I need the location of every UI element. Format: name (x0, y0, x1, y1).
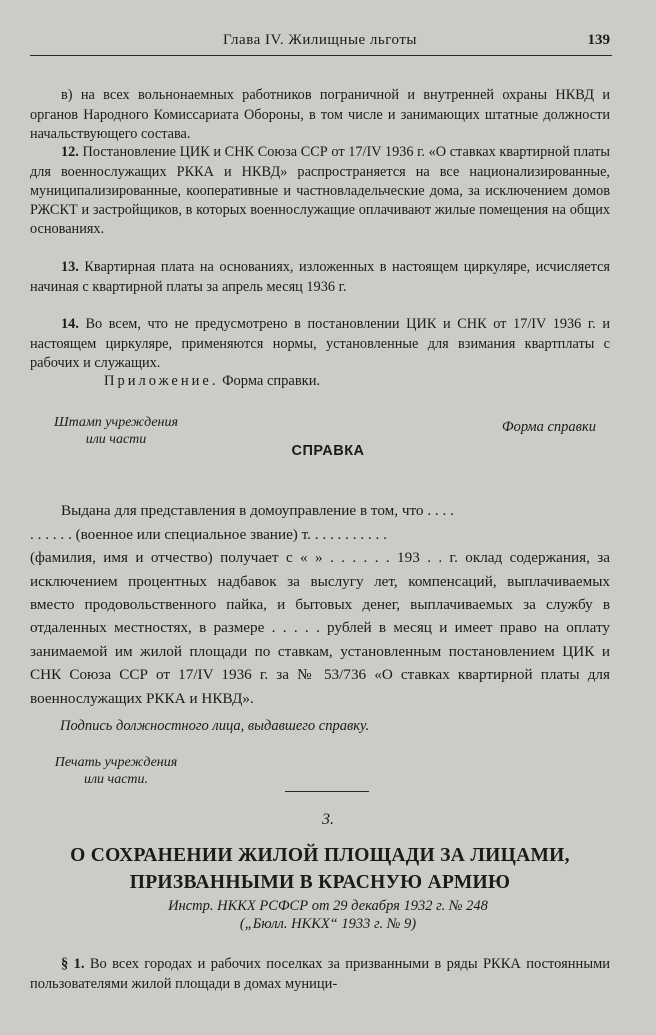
running-header (30, 30, 610, 50)
source-line-1: Инстр. НККХ РСФСР от 29 декабря 1932 г. № 248 (168, 898, 488, 914)
item-14-text: Во всем, что не предусмотрено в постановлении ЦИК и СНК от 17/IV 1936 г. и настоящем циркуляре, применяются нормы, установленные для взимания квартплаты с рабочих и служащих. (30, 316, 610, 371)
form-heading: СПРАВКА (291, 443, 365, 459)
source-line-2: („Бюлл. НККХ“ 1933 г. № 9) (239, 916, 417, 932)
page-number: 139 (587, 32, 610, 48)
item-12-paragraph (30, 143, 610, 239)
seal-line-1: Печать учреждения (54, 755, 178, 770)
item-13-paragraph (30, 258, 610, 296)
item-14-number: 14. (61, 316, 79, 333)
appendix-line (104, 373, 320, 390)
section-paragraph-text: Во всех городах и рабочих поселках за призванными в ряды РККА постоянными пользователями жилой площади в домах муници- (30, 955, 610, 992)
item-14-paragraph (30, 315, 610, 373)
appendix-text: Форма справки. (222, 373, 321, 389)
item-v-paragraph: в) на всех вольнонаемных работников пограничной и внутренней охраны НКВД и органов Народного Комиссариата Обороны, в том числе и занимающих штатные должности начальствующего состава. (30, 87, 610, 142)
item-12-number: 12. (61, 144, 79, 161)
section-title: О СОХРАНЕНИИ ЖИЛОЙ ПЛОЩАДИ ЗА ЛИЦАМИ, ПРИЗВАННЫМИ В КРАСНУЮ АРМИЮ (70, 845, 570, 893)
stamp-line-2: или части (85, 432, 147, 447)
chapter-title: Глава IV. Жилищные льготы (223, 32, 417, 48)
item-13-number: 13. (61, 259, 79, 276)
form-body-2: . . . . . . (военное или специальное звание) т. . . . . . . . . . . (30, 526, 387, 544)
section-paragraph-1 (30, 954, 610, 994)
seal-line-2: или части. (83, 772, 149, 787)
item-12-text: Постановление ЦИК и СНК Союза ССР от 17/IV 1936 г. «О ставках квартирной платы для военнослужащих РККА и НКВД» распространяется на все национализированные, муниципализированные, кооперативные и частновладельческие дома, за исключением домов РЖСКТ и застройщиков, в которых военнослужащие оплачивают жилые помещения на общих основаниях. (30, 144, 610, 238)
section-separator (285, 791, 369, 792)
section-paragraph-number: § 1. (61, 955, 85, 972)
appendix-label: Приложение. (104, 373, 219, 389)
form-body-1: Выдана для представления в домоуправление в том, что . . . . (61, 502, 454, 520)
section-number: 3. (322, 811, 334, 828)
signature-line: Подпись должностного лица, выдавшего справку. (60, 718, 370, 734)
stamp-line-1: Штамп учреждения (53, 415, 179, 430)
section-source (0, 897, 656, 933)
form-label: Форма справки (501, 419, 596, 435)
header-rule (30, 55, 612, 56)
seal-note (30, 754, 202, 788)
item-13-text: Квартирная плата на основаниях, изложенных в настоящем циркуляре, исчисляется начиная с квартирной платы за апрель месяц 1936 г. (30, 259, 610, 295)
form-body-3: (фамилия, имя и отчество) получает с « » . . . . . . 193 . . г. оклад содержания, за исключением процентных надбавок за выслугу лет, компенсаций, выплачиваемых вместо продовольственного пайка, и бытовых денег, выплачиваемых за службу в отдаленных местностях, в размере . . . . . рублей в месяц и имеет право на оплату занимаемой им жилой площади по ставкам, установленным постановлением ЦИК и СНК Союза ССР от 17/IV 1936 г. за № 53/736 «О ставках квартирной платы для военнослужащих РККА и НКВД». (30, 549, 610, 707)
